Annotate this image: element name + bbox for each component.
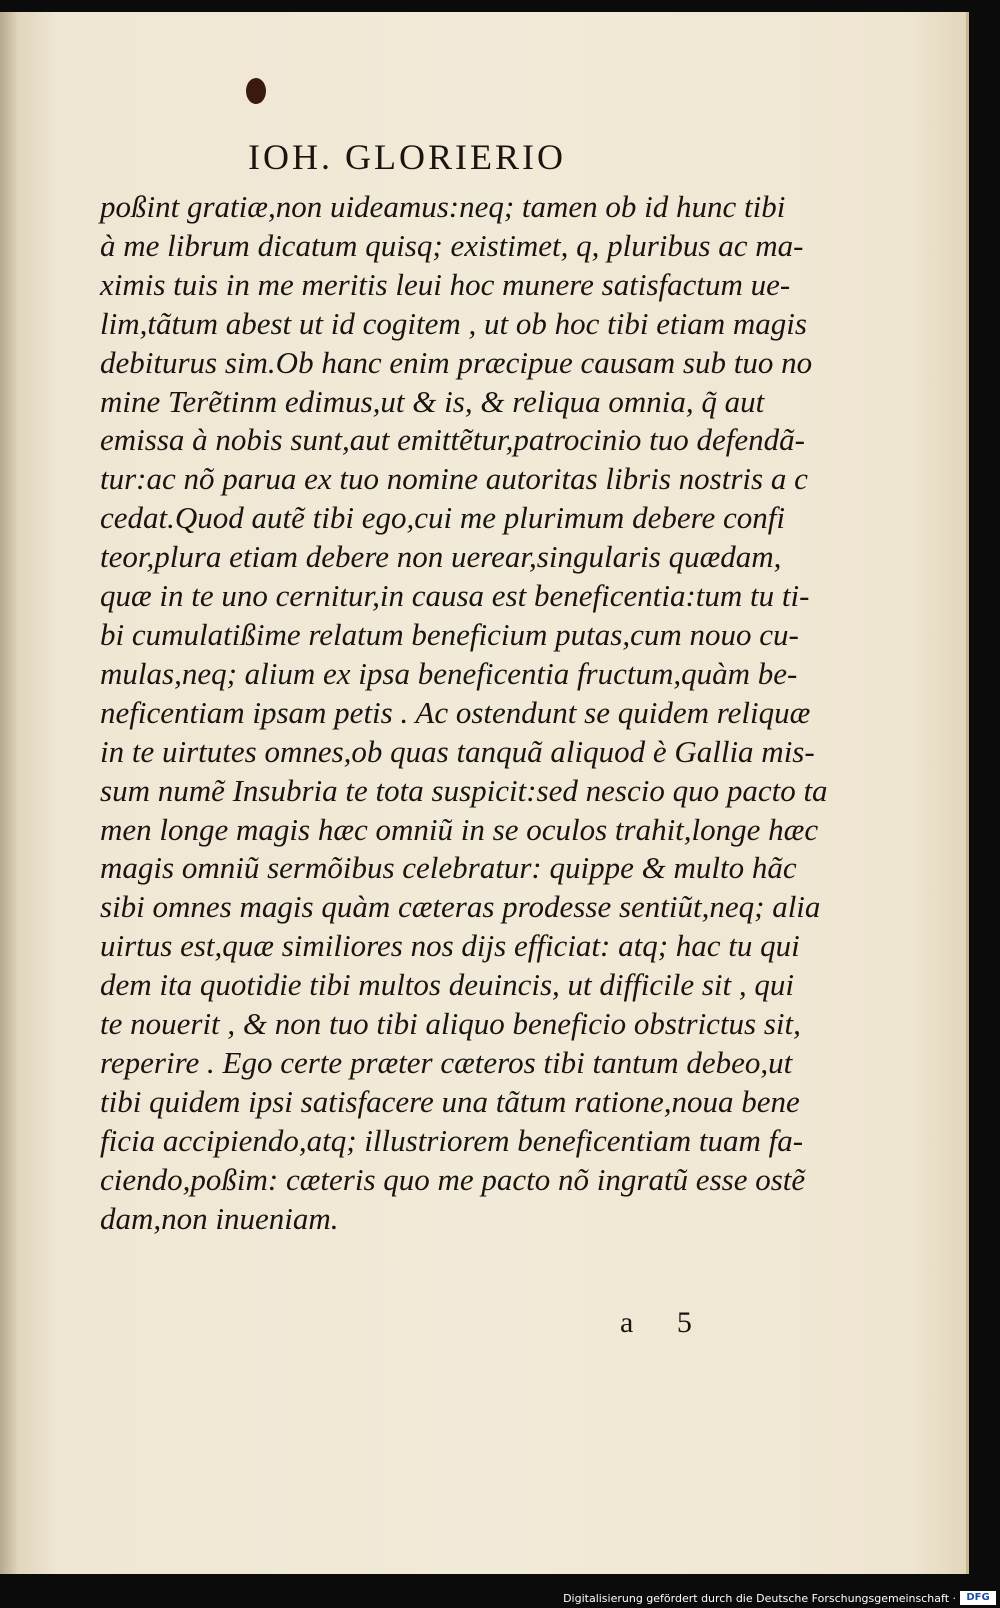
- text-line: ciendo,poßim: cæteris quo me pacto nõ ingratũ esse ostẽ: [100, 1161, 806, 1197]
- text-line: reperire . Ego certe præter cæteros tibi tantum debeo,ut: [100, 1044, 793, 1080]
- body-text: [100, 188, 828, 1238]
- dfg-logo: DFG: [960, 1591, 996, 1605]
- text-line: ximis tuis in me meritis leui hoc munere satisfactum ue-: [100, 266, 791, 302]
- text-line: tibi quidem ipsi satisfacere una tãtum ratione,noua bene: [100, 1083, 800, 1119]
- text-line: bi cumulatißime relatum beneficium putas,cum nouo cu-: [100, 616, 799, 652]
- ink-spot: [246, 78, 266, 104]
- text-line: quæ in te uno cernitur,in causa est beneficentia:tum tu ti-: [100, 578, 810, 614]
- text-line: in te uirtutes omnes,ob quas tanquã aliquod è Gallia mis-: [100, 733, 815, 769]
- text-line: magis omniũ sermõibus celebratur: quippe & multo hãc: [100, 850, 797, 886]
- running-head: IOH. GLORIERIO: [248, 137, 566, 177]
- text-line: sum numẽ Insubria te tota suspicit:sed nescio quo pacto ta: [100, 772, 828, 808]
- text-line: poßint gratiæ,non uideamus:neq; tamen ob id hunc tibi: [100, 189, 786, 224]
- digitization-credit: Digitalisierung gefördert durch die Deutsche Forschungsgemeinschaft ·: [563, 1592, 956, 1605]
- text-line: te nouerit , & non tuo tibi aliquo beneficio obstrictus sit,: [100, 1006, 801, 1042]
- text-line: dam,non inueniam.: [100, 1200, 339, 1236]
- text-line: lim,tãtum abest ut id cogitem , ut ob hoc tibi etiam magis: [100, 305, 807, 341]
- text-line: à me librum dicatum quisq; existimet, q, pluribus ac ma-: [100, 227, 804, 263]
- text-line: neficentiam ipsam petis . Ac ostendunt se quidem reliquæ: [100, 694, 811, 730]
- text-line: debiturus sim.Ob hanc enim præcipue causam sub tuo no: [100, 344, 813, 380]
- text-line: emissa à nobis sunt,aut emittẽtur,patrocinio tuo defendã-: [100, 422, 805, 458]
- text-line: sibi omnes magis quàm cæteras prodesse sentiũt,neq; alia: [100, 889, 821, 925]
- text-line: tur:ac nõ parua ex tuo nomine autoritas libris nostris a c: [100, 461, 808, 497]
- text-line: mine Terẽtinm edimus,ut & is, & reliqua omnia, q̃ aut: [100, 383, 765, 419]
- text-line: uirtus est,quæ similiores nos dijs efficiat: atq; hac tu qui: [100, 928, 800, 964]
- text-line: cedat.Quod autẽ tibi ego,cui me plurimum debere confi: [100, 500, 785, 536]
- text-line: dem ita quotidie tibi multos deuincis, ut difficile sit , qui: [100, 967, 795, 1003]
- gutter-shadow: [0, 12, 18, 1574]
- text-line: ficia accipiendo,atq; illustriorem beneficentiam tuam fa-: [100, 1122, 804, 1158]
- text-line: men longe magis hæc omniũ in se oculos trahit,longe hæc: [100, 811, 819, 847]
- signature-mark: a 5: [620, 1306, 710, 1339]
- text-line: mulas,neq; alium ex ipsa beneficentia fructum,quàm be-: [100, 655, 798, 691]
- text-line: teor,plura etiam debere non uerear,singularis quædam,: [100, 539, 782, 575]
